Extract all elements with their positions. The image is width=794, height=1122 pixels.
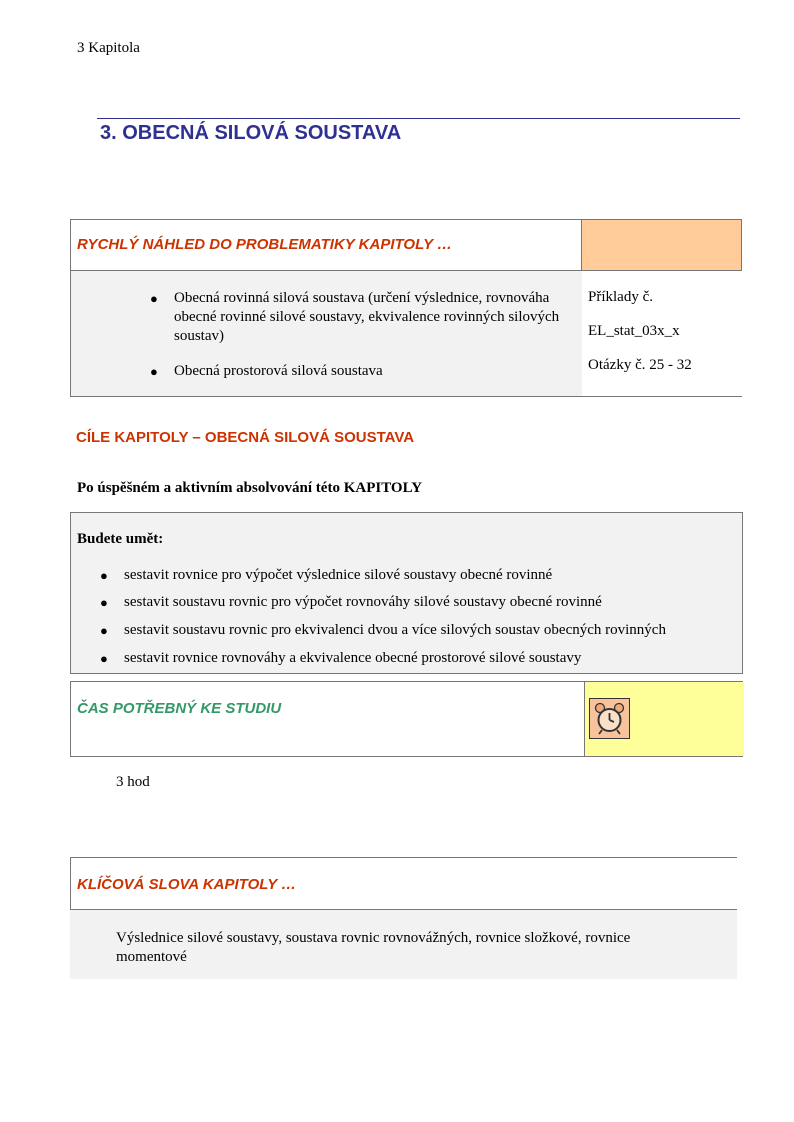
keywords-heading: KLÍČOVÁ SLOVA KAPITOLY …	[77, 876, 297, 893]
alarm-clock-icon	[589, 698, 630, 739]
preview-item: ● Obecná prostorová silová soustava	[150, 363, 383, 379]
skill-item: ● sestavit rovnice rovnováhy a ekvivalence obecné prostorové silové soustavy	[100, 650, 582, 666]
skills-title: Budete umět:	[77, 531, 164, 547]
bullet-icon: ●	[150, 291, 158, 306]
bullet-icon: ●	[100, 568, 108, 583]
skill-item: ● sestavit rovnice pro výpočet výslednice silové soustavy obecné rovinné	[100, 567, 553, 583]
study-time-accent-cell	[584, 682, 744, 756]
keywords-body-cell	[70, 910, 737, 979]
preview-side-cell	[582, 271, 742, 396]
keywords-text: Výslednice silové soustavy, soustava rovnic rovnovážných, rovnice složkové, rovnice momentové	[116, 930, 631, 965]
study-time-heading: ČAS POTŘEBNÝ KE STUDIU	[77, 700, 282, 717]
preview-table	[70, 219, 742, 397]
examples-code: EL_stat_03x_x	[588, 323, 680, 339]
questions-range: Otázky č. 25 - 32	[588, 357, 692, 373]
study-time-value: 3 hod	[116, 774, 150, 790]
keywords-header-cell	[70, 858, 737, 910]
skills-box	[70, 512, 743, 674]
bullet-icon: ●	[100, 651, 108, 666]
examples-label: Příklady č.	[588, 289, 653, 305]
preview-heading: RYCHLÝ NÁHLED DO PROBLEMATIKY KAPITOLY …	[77, 236, 453, 253]
preview-header-cell	[70, 220, 582, 271]
skill-item: ● sestavit soustavu rovnic pro ekvivalenci dvou a více silových soustav obecných rovinných	[100, 622, 666, 638]
preview-accent-cell	[582, 220, 742, 271]
keywords-table	[70, 857, 737, 979]
preview-item: ● Obecná rovinná silová soustava (určení výslednice, rovnováha obecné rovinné silové soustavy, ekvivalence rovinných silových soustav)	[150, 290, 560, 344]
bullet-icon: ●	[100, 595, 108, 610]
chapter-title: 3. OBECNÁ SILOVÁ SOUSTAVA	[100, 122, 402, 144]
skill-item: ● sestavit soustavu rovnic pro výpočet rovnováhy silové soustavy obecné rovinné	[100, 594, 602, 610]
alarm-clock-icon-graphic	[590, 699, 629, 738]
running-header: 3 Kapitola	[77, 40, 140, 56]
study-time-box	[70, 681, 743, 757]
bullet-icon: ●	[100, 623, 108, 638]
title-rule	[97, 118, 740, 119]
goals-intro: Po úspěšném a aktivním absolvování této KAPITOLY	[77, 480, 423, 496]
bullet-icon: ●	[150, 364, 158, 379]
goals-heading: CÍLE KAPITOLY – OBECNÁ SILOVÁ SOUSTAVA	[76, 429, 415, 446]
preview-body-cell	[70, 271, 582, 396]
